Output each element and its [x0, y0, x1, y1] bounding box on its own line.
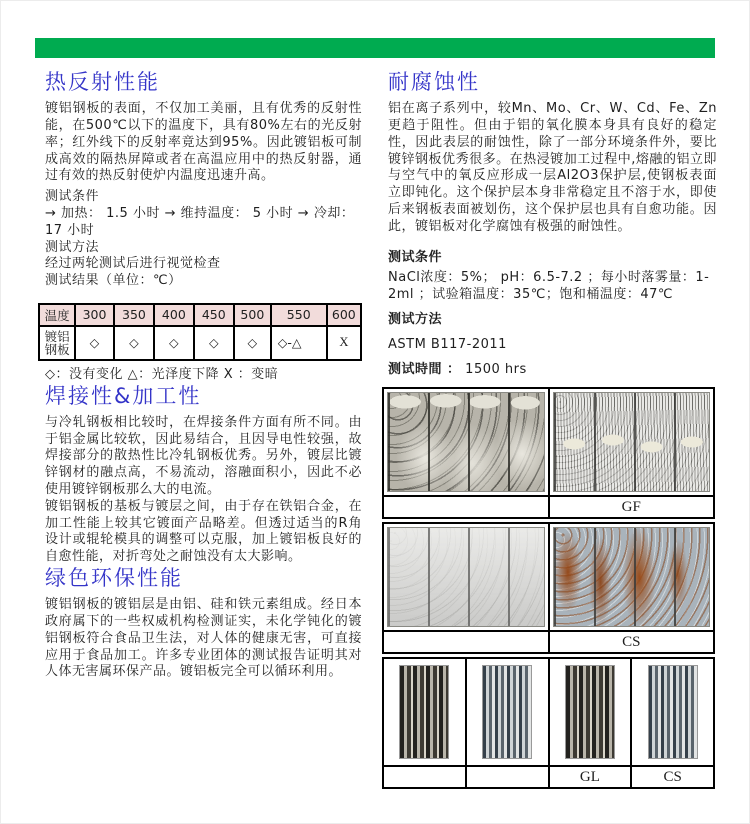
photo-cell — [549, 388, 715, 496]
heat-test-method-text: 经过两轮测试后进行视觉检查 — [45, 256, 221, 272]
header-cell-500: 500 — [234, 304, 271, 326]
green-environment-paragraph: 镀铝钢板的镀铝层是由铝、硅和铁元素组成。经日本政府属下的一些权威机构检测证实，未化学钝化的镀铝钢板符合食品卫生法，对人体的健康无害，可直接应用于食品加工。许多专业团体的测试报告证明其对人体无害属环保产品。镀铝板完全可以循环利用。 — [45, 597, 362, 680]
photo-label-gf: GF — [549, 496, 715, 518]
table-header-row — [39, 304, 361, 326]
photo-cell — [549, 658, 632, 766]
photo-label-cell — [466, 766, 549, 788]
table-legend: ◇：没有变化 △：光泽度下降 X ：变暗 — [45, 366, 279, 382]
photo-label-gl: GL — [549, 766, 632, 788]
photo-cell — [466, 658, 549, 766]
result-cell-350: ◇ — [114, 326, 154, 360]
row-label-aluminized-steel: 镀铝钢板 — [39, 326, 75, 360]
heat-reflection-paragraph: 镀铝钢板的表面，不仅加工美丽，且有优秀的反射性能，在500℃以下的温度下，具有80%左右的光反射率；红外线下的反射率竟达到95%。因此镀铝板可制成高效的隔热屏障或者在高温应用中的热反射器，通过有效的热反射使炉内温度迅速升高。 — [45, 101, 362, 184]
photo-label-cs2: CS — [631, 766, 714, 788]
sample-strip-photo-cs — [648, 665, 698, 759]
sample-photo-silver-panels — [387, 527, 545, 627]
weldability-paragraph-2: 镀铝钢板的基板与镀层之间，由于存在铁铝合金，在加工性能上较其它镀面产品略差。但透过适当的R角设计或辊轮模具的调整可以克服，加上镀铝板良好的自愈性能，对折弯处之耐蚀没有太大影响。 — [45, 498, 362, 565]
sample-photo-gf-panels — [553, 392, 711, 492]
result-cell-300: ◇ — [75, 326, 114, 360]
photo-label-cell — [383, 631, 549, 653]
corrosion-test-time-label: 测试時間 ： — [388, 361, 461, 377]
temperature-results-table — [38, 303, 362, 361]
top-green-bar — [35, 38, 715, 58]
photo-cell — [383, 523, 549, 631]
heat-test-condition-text: → 加热： 1.5 小时 → 维持温度： 5 小时 → 冷却： 17 小时 — [45, 205, 355, 238]
photo-label-cs: CS — [549, 631, 715, 653]
corrosion-test-time-value: 1500 hrs — [465, 361, 527, 377]
photo-table-row3 — [382, 657, 715, 789]
section-title-heat-reflection: 热反射性能 — [45, 70, 160, 94]
result-cell-450: ◇ — [194, 326, 234, 360]
corrosion-test-method-label: 测试方法 — [388, 311, 443, 327]
section-title-corrosion-resistance: 耐腐蚀性 — [388, 70, 480, 94]
header-cell-temperature: 温度 — [39, 304, 75, 326]
sample-strip-photo-1 — [399, 665, 449, 759]
sample-photo-rusted-cs-panels — [553, 527, 711, 627]
photo-cell — [631, 658, 714, 766]
result-cell-400: ◇ — [154, 326, 193, 360]
result-cell-550: ◇-△ — [271, 326, 327, 360]
corrosion-test-method-text: ASTM B117-2011 — [388, 336, 507, 352]
photo-table-row2 — [382, 522, 715, 654]
left-column — [45, 70, 362, 681]
heat-test-condition-label: 测试条件 — [45, 189, 100, 205]
photo-table-row1 — [382, 387, 715, 519]
header-cell-400: 400 — [154, 304, 193, 326]
section-title-weldability: 焊接性&加工性 — [45, 383, 202, 408]
photo-label-cell — [383, 496, 549, 518]
right-column — [388, 70, 717, 792]
header-cell-350: 350 — [114, 304, 154, 326]
header-cell-450: 450 — [194, 304, 234, 326]
result-cell-600: X — [327, 326, 361, 360]
corrosion-sample-photos — [382, 387, 715, 789]
photo-cell — [383, 388, 549, 496]
corrosion-test-time-line — [388, 362, 717, 379]
heat-test-result-label: 测试结果（单位：℃） — [45, 273, 182, 289]
section-title-green-environment: 绿色环保性能 — [45, 566, 183, 591]
result-cell-500: ◇ — [234, 326, 271, 360]
corrosion-paragraph: 铝在离子系列中，较Mn、Mo、Cr、W、Cd、Fe、Zn更趋于阻性。但由于铝的氧化膜本身具有良好的稳定性，因此表层的耐蚀性，除了一部分环境条件外，要比镀锌钢板优秀很多。在热浸镀加工过程中,熔融的铝立即与空气中的氧反应形成一层Al2O3保护层,使钢板表面立即钝化。这个保护层本身非常稳定且不溶于水，即使后来钢板表面被划伤，这个保护层也具有自愈功能。因此，镀铝板对化学腐蚀有极强的耐蚀性。 — [388, 101, 717, 234]
photo-cell — [549, 523, 715, 631]
heat-test-method-label: 测试方法 — [45, 239, 100, 255]
corrosion-test-condition-text: NaCl浓度：5%； pH：6.5-7.2 ；每小时落雾量：1-2ml ；试验箱温度：35℃；饱和桶温度：47℃ — [388, 270, 710, 303]
photo-cell — [383, 658, 466, 766]
corrosion-test-condition-label: 测试条件 — [388, 249, 443, 265]
photo-label-cell — [383, 766, 466, 788]
sample-strip-photo-gl — [565, 665, 615, 759]
header-cell-550: 550 — [271, 304, 327, 326]
weldability-paragraph-1: 与冷轧钢板相比较时，在焊接条件方面有所不同。由于铝金属比较软，因此易结合，且因导电性较强，故焊接部分的散热性比冷轧钢板优秀。另外，镀层比镀锌钢材的融点高，不易流动，溶融面积小，因此不必使用镀锌钢板那么大的电流。 — [45, 414, 362, 498]
header-cell-300: 300 — [75, 304, 114, 326]
sample-strip-photo-2 — [482, 665, 532, 759]
table-data-row — [39, 326, 361, 360]
sample-photo-aluminized-panels — [387, 392, 545, 492]
header-cell-600: 600 — [327, 304, 361, 326]
